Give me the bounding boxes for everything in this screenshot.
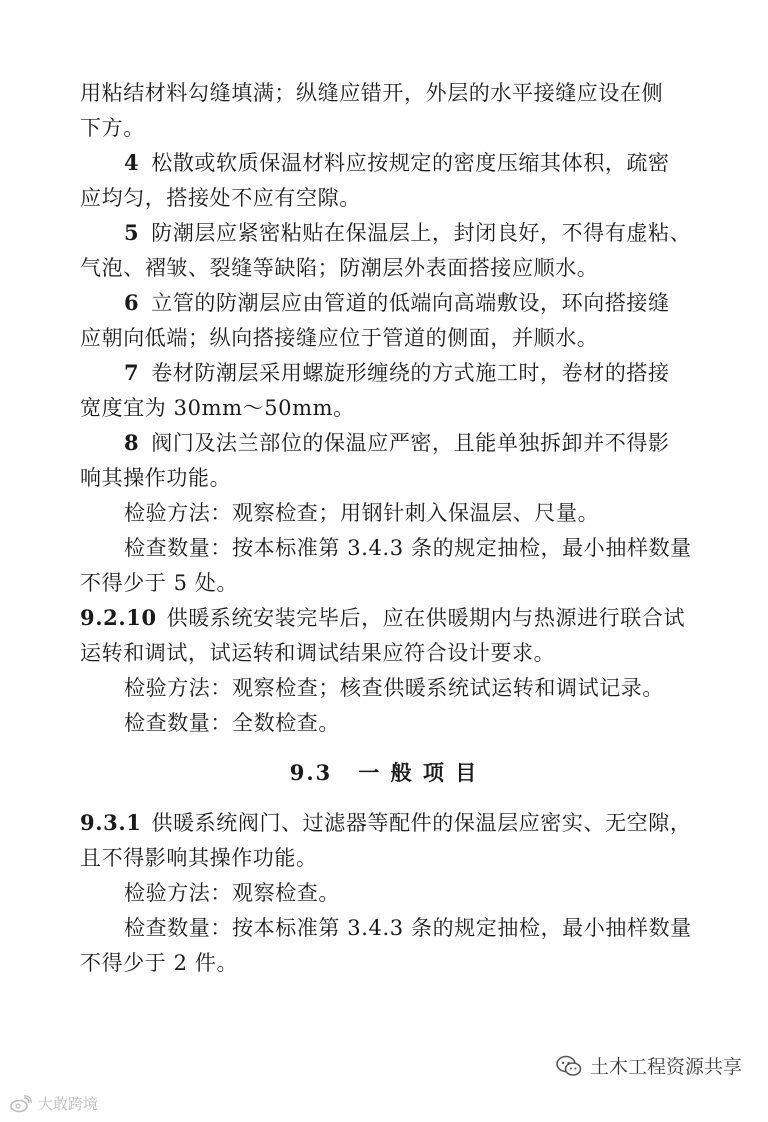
weibo-icon	[10, 1095, 32, 1113]
item-number: 7	[124, 360, 140, 385]
text-line: 气泡、褶皱、裂缝等缺陷；防潮层外表面搭接应顺水。	[80, 256, 599, 280]
item-4-line: 4 松散或软质保温材料应按规定的密度压缩其体积，疏密	[124, 150, 670, 175]
account-name: 土木工程资源共享	[589, 1056, 742, 1078]
inspection-method: 检验方法：观察检查；核查供暖系统试运转和调试记录。	[124, 676, 664, 700]
inspection-method: 检验方法：观察检查；用钢针刺入保温层、尺量。	[124, 501, 600, 525]
item-7-line: 7 卷材防潮层采用螺旋形缠绕的方式施工时，卷材的搭接	[124, 360, 670, 385]
clause-number: 9.2.10	[80, 605, 157, 630]
section-title: 一 般 项 目	[358, 760, 479, 785]
weibo-watermark	[10, 1093, 98, 1114]
item-number: 5	[124, 220, 140, 245]
text-line: 应朝向低端；纵向搭接缝应位于管道的侧面，并顺水。	[80, 326, 599, 350]
text-line: 用粘结材料勾缝填满；纵缝应错开，外层的水平接缝应设在侧	[80, 81, 664, 105]
clause-9-2-10-line: 9.2.10 供暖系统安装完毕后，应在供暖期内与热源进行联合试	[80, 605, 686, 630]
item-number: 8	[124, 430, 140, 455]
item-number: 6	[124, 290, 140, 315]
text-line: 应均匀，搭接处不应有空隙。	[80, 186, 361, 210]
text-line: 且不得影响其操作功能。	[80, 846, 318, 870]
text-line: 不得少于 5 处。	[80, 571, 239, 595]
text-line: 运转和调试，试运转和调试结果应符合设计要求。	[80, 641, 556, 665]
wechat-icon	[556, 1055, 582, 1077]
text-line: 宽度宜为 30mm～50mm。	[80, 396, 355, 420]
text-line: 响其操作功能。	[80, 466, 232, 490]
item-number: 4	[124, 150, 140, 175]
wechat-account-watermark	[556, 1052, 742, 1079]
clause-9-3-1-line: 9.3.1 供暖系统阀门、过滤器等配件的保温层应密实、无空隙，	[80, 810, 692, 835]
item-6-line: 6 立管的防潮层应由管道的低端向高端敷设，环向搭接缝	[124, 290, 670, 315]
inspection-method: 检验方法：观察检查。	[124, 881, 340, 905]
watermark-text: 大敢跨境	[38, 1095, 99, 1113]
inspection-quantity: 检查数量：按本标准第 3.4.3 条的规定抽检，最小抽样数量	[124, 916, 692, 940]
text-line: 下方。	[80, 116, 145, 140]
inspection-quantity: 检查数量：全数检查。	[124, 711, 340, 735]
clause-number: 9.3.1	[80, 810, 142, 835]
section-number: 9.3	[289, 760, 333, 785]
item-5-line: 5 防潮层应紧密粘贴在保温层上，封闭良好，不得有虚粘、	[124, 220, 692, 245]
item-8-line: 8 阀门及法兰部位的保温应严密，且能单独拆卸并不得影	[124, 430, 670, 455]
section-heading	[0, 758, 768, 788]
inspection-quantity: 检查数量：按本标准第 3.4.3 条的规定抽检，最小抽样数量	[124, 536, 692, 560]
text-line: 不得少于 2 件。	[80, 951, 239, 975]
